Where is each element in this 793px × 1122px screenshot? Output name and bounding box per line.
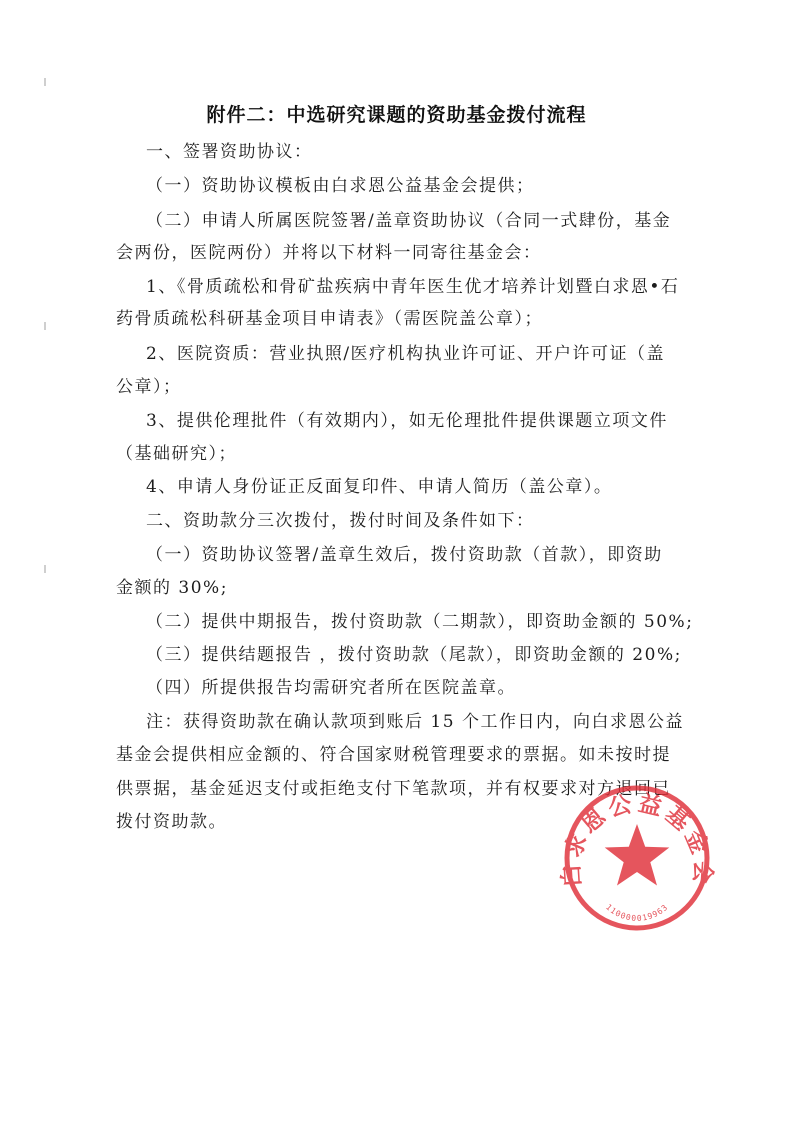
seal-star-icon: [605, 824, 670, 886]
paragraph-line: （二）提供中期报告，拨付资助款（二期款），即资助金额的 50%;: [146, 612, 694, 632]
paragraph-line: 会两份，医院两份）并将以下材料一同寄往基金会：: [116, 243, 542, 263]
section-heading: 二、资助款分三次拨付，拨付时间及条件如下：: [146, 511, 535, 531]
paragraph-line: 2、医院资质：营业执照/医疗机构执业许可证、开户许可证（盖: [146, 344, 666, 364]
paragraph-line: 4、申请人身份证正反面复印件、申请人简历（盖公章）。: [146, 477, 613, 497]
seal-number: 110000019963: [604, 902, 670, 923]
note-line: 注：获得资助款在确认款项到账后 15 个工作日内，向白求恩公益: [146, 712, 684, 732]
section-heading: 一、签署资助协议：: [146, 142, 313, 162]
paragraph-line: （一）资助协议签署/盖章生效后，拨付资助款（首款），即资助: [146, 545, 663, 565]
svg-text:110000019963: [604, 902, 670, 923]
paragraph-line: 1、《骨质疏松和骨矿盐疾病中青年医生优才培养计划暨白求恩•石: [146, 277, 680, 297]
scan-edge-mark: [44, 78, 46, 86]
paragraph-line: 3、提供伦理批件（有效期内），如无伦理批件提供课题立项文件: [146, 411, 668, 431]
paragraph-line: 药骨质疏松科研基金项目申请表》（需医院盖公章）；: [116, 309, 543, 329]
note-line: 供票据，基金延迟支付或拒绝支付下笔款项，并有权要求对方退回已: [116, 779, 671, 799]
note-line: 拨付资助款。: [116, 812, 227, 832]
paragraph-line: （一）资助协议模板由白求恩公益基金会提供；: [146, 176, 535, 196]
paragraph-line: （基础研究）；: [116, 444, 237, 464]
paragraph-line: （二）申请人所属医院签署/盖章资助协议（合同一式肆份，基金: [146, 211, 672, 231]
note-line: 基金会提供相应金额的、符合国家财税管理要求的票据。如未按时提: [116, 745, 671, 765]
seal-text: 白求恩公益基金会: [558, 790, 716, 889]
paragraph-line: （四）所提供报告均需研究者所在医院盖章。: [146, 678, 516, 698]
official-seal: [542, 770, 732, 940]
paragraph-line: （三）提供结题报告 ，拨付资助款（尾款），即资助金额的 20%;: [146, 645, 682, 665]
paragraph-line: 公章）；: [116, 377, 182, 397]
paragraph-line: 金额的 30%;: [116, 578, 228, 598]
scan-edge-mark: [44, 565, 46, 573]
scan-edge-mark: [44, 322, 46, 330]
document-title: 附件二：中选研究课题的资助基金拨付流程: [206, 104, 587, 126]
